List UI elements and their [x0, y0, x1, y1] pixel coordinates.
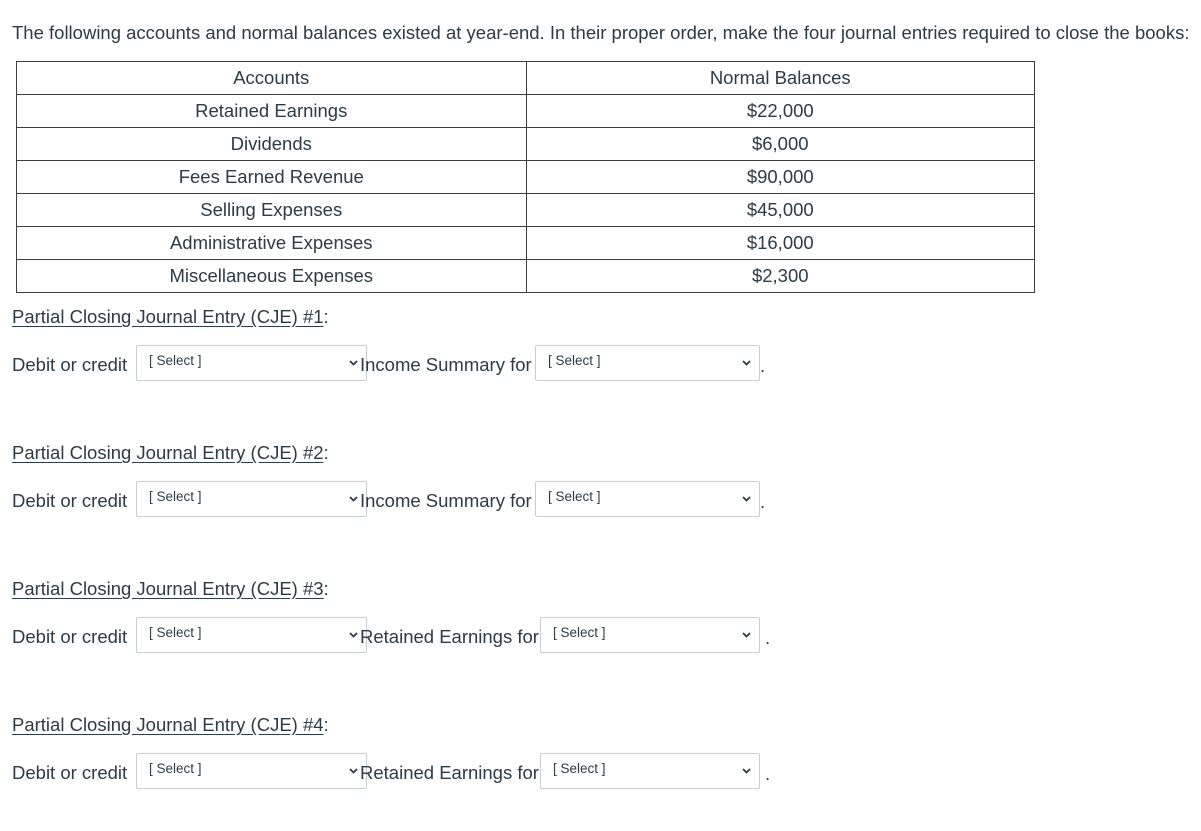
- select-value: [ Select ]: [553, 625, 606, 640]
- chevron-down-icon: [349, 632, 358, 638]
- chevron-down-icon: [742, 632, 751, 638]
- entry-3-account-select[interactable]: [540, 617, 760, 653]
- select-value: [ Select ]: [548, 353, 601, 368]
- header-accounts: Accounts: [17, 62, 527, 95]
- entry-title-colon: :: [323, 306, 329, 327]
- select-value: [ Select ]: [149, 353, 202, 368]
- entry-3-debit-credit-select[interactable]: [136, 617, 367, 653]
- entry-2-title: [12, 442, 329, 464]
- debit-or-credit-label: Debit or credit: [12, 354, 128, 375]
- account-balance: $22,000: [526, 95, 1034, 128]
- sentence-period: .: [760, 355, 766, 376]
- entry-2-account-select[interactable]: [535, 481, 760, 517]
- entry-title-colon: :: [323, 442, 329, 463]
- table-row: [17, 260, 1035, 293]
- chevron-down-icon: [349, 496, 358, 502]
- table-row: [17, 95, 1035, 128]
- entry-4-account-select[interactable]: [540, 753, 760, 789]
- entry-title-text: Partial Closing Journal Entry (CJE) #2: [12, 442, 324, 463]
- select-value: [ Select ]: [149, 761, 202, 776]
- account-name: Fees Earned Revenue: [17, 161, 527, 194]
- entry-title-text: Partial Closing Journal Entry (CJE) #1: [12, 306, 324, 327]
- account-name: Selling Expenses: [17, 194, 527, 227]
- chevron-down-icon: [349, 768, 358, 774]
- entry-1-debit-credit-select[interactable]: [136, 345, 367, 381]
- entry-4-title: [12, 714, 329, 736]
- sentence-period: .: [760, 491, 766, 512]
- select-value: [ Select ]: [149, 489, 202, 504]
- table-row: [17, 128, 1035, 161]
- select-value: [ Select ]: [149, 625, 202, 640]
- chevron-down-icon: [742, 360, 751, 366]
- chevron-down-icon: [742, 496, 751, 502]
- debit-or-credit-label: Debit or credit: [12, 762, 128, 783]
- select-value: [ Select ]: [553, 761, 606, 776]
- chevron-down-icon: [349, 360, 358, 366]
- entry-1-account-select[interactable]: [535, 345, 760, 381]
- retained-earnings-label: Retained Earnings for: [360, 626, 539, 647]
- entry-4-debit-credit-select[interactable]: [136, 753, 367, 789]
- account-balance: $2,300: [526, 260, 1034, 293]
- entry-1-title: [12, 306, 329, 328]
- table-row: [17, 194, 1035, 227]
- account-name: Dividends: [17, 128, 527, 161]
- debit-or-credit-label: Debit or credit: [12, 490, 128, 511]
- account-name: Miscellaneous Expenses: [17, 260, 527, 293]
- entry-title-colon: :: [323, 714, 329, 735]
- table-row: [17, 161, 1035, 194]
- select-value: [ Select ]: [548, 489, 601, 504]
- entry-2-debit-credit-select[interactable]: [136, 481, 367, 517]
- account-name: Administrative Expenses: [17, 227, 527, 260]
- entry-title-text: Partial Closing Journal Entry (CJE) #3: [12, 578, 324, 599]
- entry-3-title: [12, 578, 329, 600]
- accounts-table: [16, 61, 1035, 293]
- chevron-down-icon: [742, 768, 751, 774]
- income-summary-label: Income Summary for: [360, 354, 532, 375]
- header-normal-balances: Normal Balances: [526, 62, 1034, 95]
- account-balance: $45,000: [526, 194, 1034, 227]
- debit-or-credit-label: Debit or credit: [12, 626, 128, 647]
- table-header-row: [17, 62, 1035, 95]
- retained-earnings-label: Retained Earnings for: [360, 762, 539, 783]
- account-name: Retained Earnings: [17, 95, 527, 128]
- account-balance: $90,000: [526, 161, 1034, 194]
- entry-title-colon: :: [323, 578, 329, 599]
- sentence-period: .: [765, 627, 771, 648]
- table-row: [17, 227, 1035, 260]
- question-prompt: The following accounts and normal balances existed at year-end. In their proper order, make the four journal entries required to close the books:: [12, 22, 1190, 43]
- account-balance: $16,000: [526, 227, 1034, 260]
- income-summary-label: Income Summary for: [360, 490, 532, 511]
- account-balance: $6,000: [526, 128, 1034, 161]
- sentence-period: .: [765, 763, 771, 784]
- entry-title-text: Partial Closing Journal Entry (CJE) #4: [12, 714, 324, 735]
